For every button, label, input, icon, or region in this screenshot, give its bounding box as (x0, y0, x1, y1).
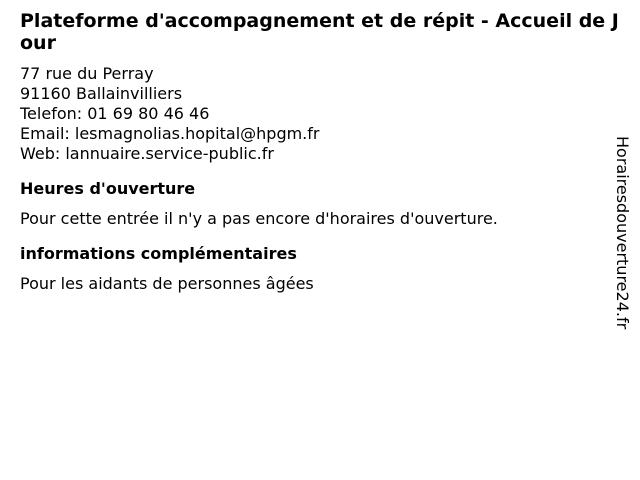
place-details (20, 10, 620, 294)
web-line: Web: lannuaire.service-public.fr (20, 144, 274, 163)
opening-hours-heading: Heures d'ouverture (20, 179, 196, 198)
email-line: Email: lesmagnolias.hopital@hpgm.fr (20, 124, 320, 143)
city-line: 91160 Ballainvilliers (20, 84, 183, 103)
site-watermark: Horairesdouverture24.fr (613, 136, 632, 330)
address-block (20, 64, 620, 164)
additional-info-text: Pour les aidants de personnes âgées (20, 274, 314, 293)
phone-line: Telefon: 01 69 80 46 46 (20, 104, 210, 123)
opening-hours-text: Pour cette entrée il n'y a pas encore d'horaires d'ouverture. (20, 209, 498, 228)
street-address: 77 rue du Perray (20, 64, 154, 83)
place-title: Plateforme d'accompagnement et de répit - Accueil de Jour (20, 10, 619, 54)
additional-info-heading: informations complémentaires (20, 244, 297, 263)
